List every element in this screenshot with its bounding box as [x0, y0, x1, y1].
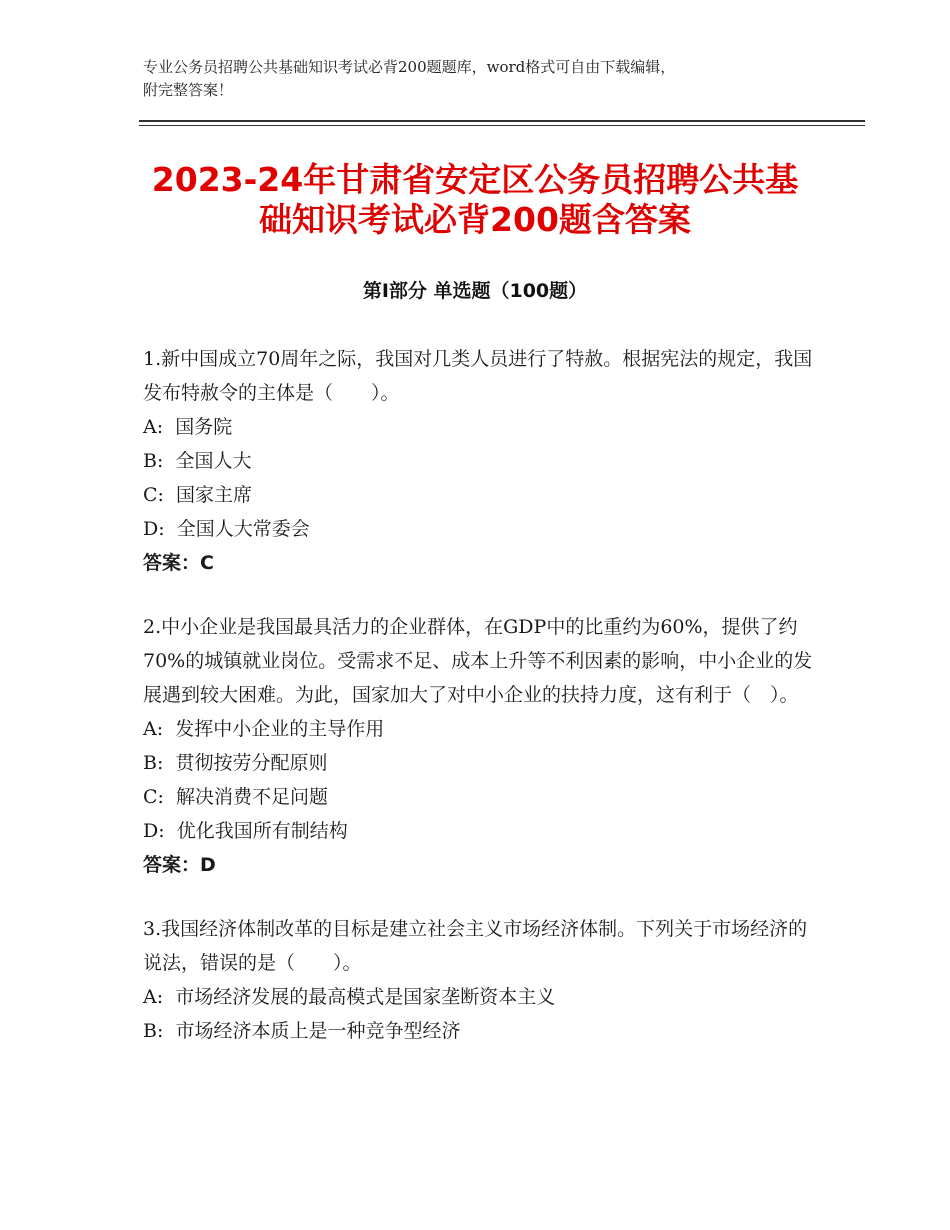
question-1 [143, 342, 823, 580]
header-divider-thick [139, 120, 865, 122]
question-stem: 3.我国经济体制改革的目标是建立社会主义市场经济体制。下列关于市场经济的说法，错误的是（ ）。 [143, 918, 808, 974]
option-d: D: 优化我国所有制结构 [143, 820, 348, 842]
answer: 答案：C [143, 552, 214, 574]
question-stem: 1.新中国成立70周年之际，我国对几类人员进行了特赦。根据宪法的规定，我国发布特赦令的主体是（ ）。 [143, 348, 813, 404]
option-c: C: 解决消费不足问题 [143, 786, 329, 808]
option-b: B: 市场经济本质上是一种竞争型经济 [143, 1020, 461, 1042]
header-line-1: 专业公务员招聘公共基础知识考试必背200题题库，word格式可自由下载编辑， [143, 58, 676, 76]
option-b: B: 贯彻按劳分配原则 [143, 752, 328, 774]
option-c: C: 国家主席 [143, 484, 253, 506]
document-title [60, 160, 890, 240]
header-line-2: 附完整答案！ [143, 81, 234, 99]
answer: 答案：D [143, 854, 216, 876]
option-a: A: 发挥中小企业的主导作用 [143, 718, 385, 740]
question-stem: 2.中小企业是我国最具活力的企业群体，在GDP中的比重约为60%，提供了约70%的城镇就业岗位。受需求不足、成本上升等不利因素的影响，中小企业的发展遇到较大困难。为此，国家加大了对中小企业的扶持力度，这有利于（ ）。 [143, 616, 813, 706]
question-3 [143, 912, 823, 1048]
document-header [143, 56, 833, 102]
option-a: A: 市场经济发展的最高模式是国家垄断资本主义 [143, 986, 556, 1008]
title-line-2: 础知识考试必背200题含答案 [259, 200, 691, 239]
option-a: A: 国务院 [143, 416, 233, 438]
title-line-1: 2023-24年甘肃省安定区公务员招聘公共基 [151, 160, 799, 199]
header-divider-thin [139, 125, 865, 126]
option-b: B: 全国人大 [143, 450, 252, 472]
option-d: D: 全国人大常委会 [143, 518, 310, 540]
question-2 [143, 610, 823, 882]
section-heading: 第Ⅰ部分 单选题（100题） [362, 280, 588, 302]
question-list [143, 342, 823, 1078]
